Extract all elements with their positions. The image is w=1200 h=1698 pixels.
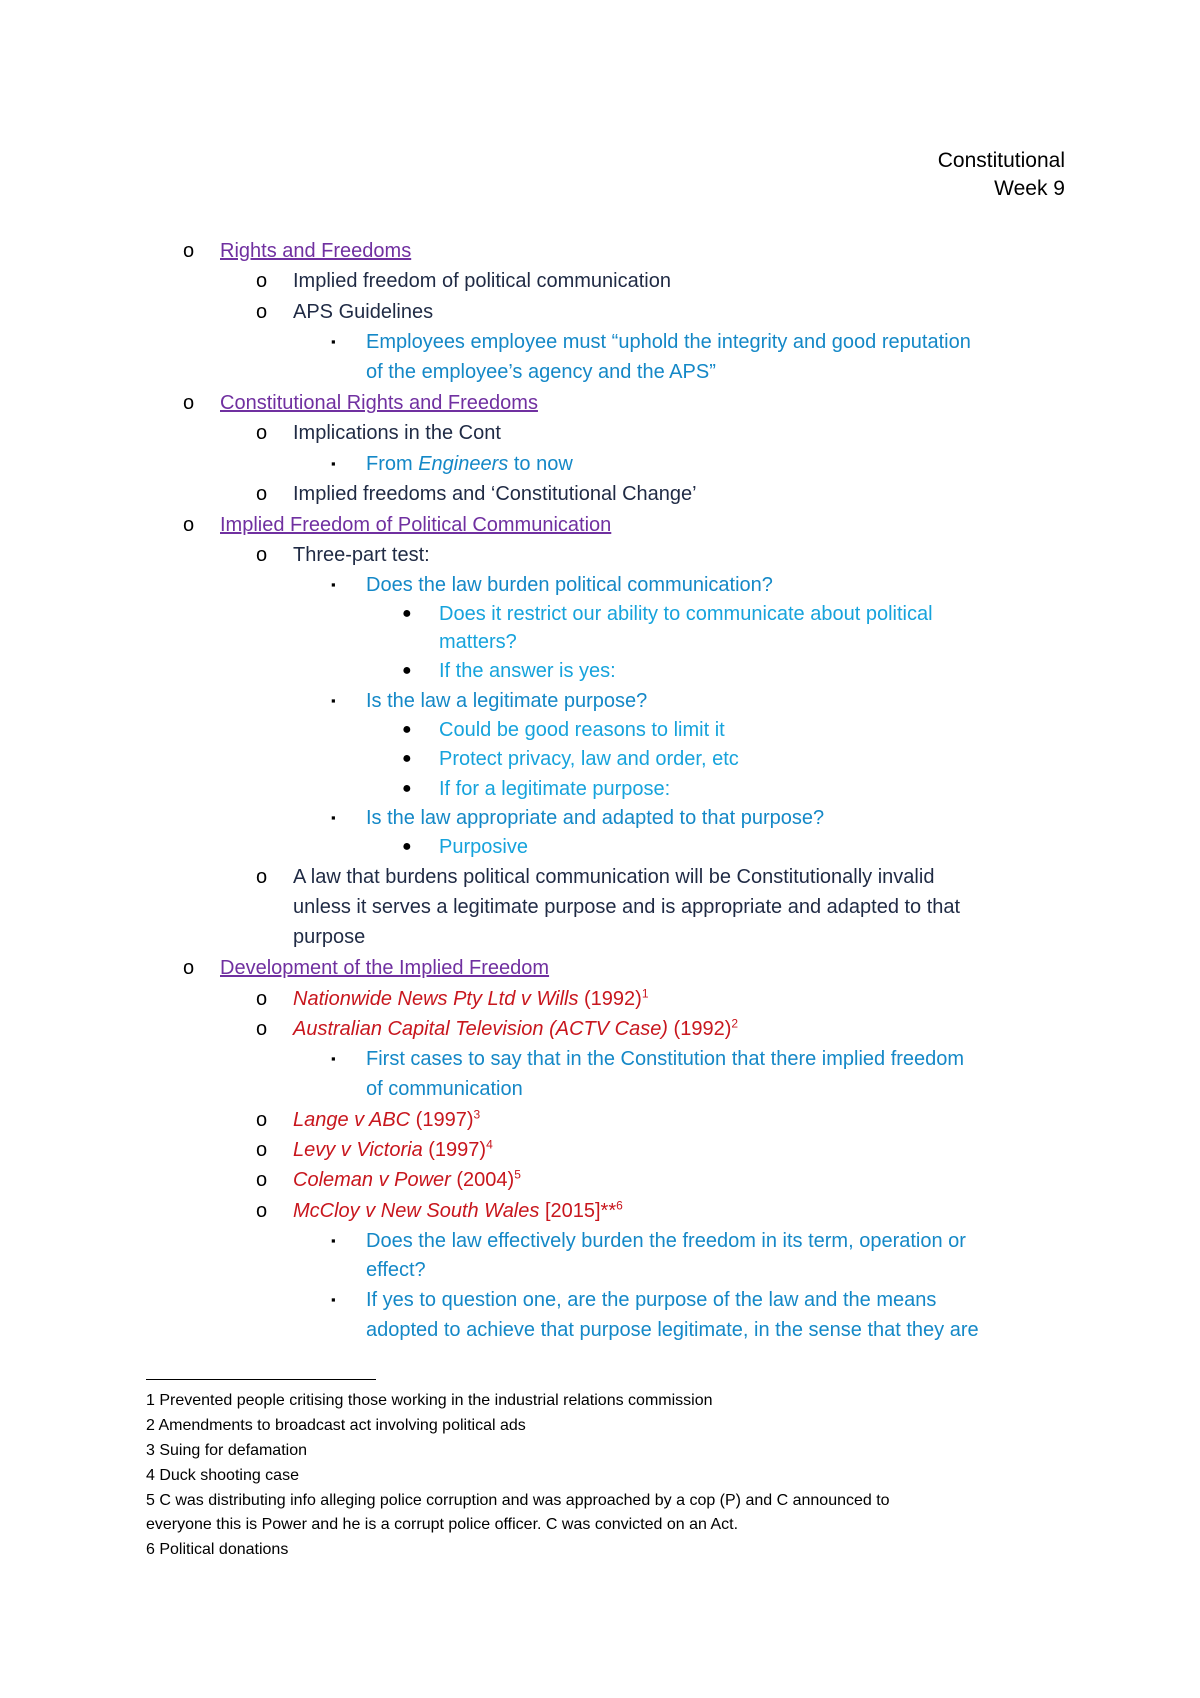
test-question-1: Does the law burden political communication?	[366, 574, 773, 596]
case-entry: Coleman v Power $(2004)^5$	[293, 1167, 521, 1191]
outline-subnote: Could be good reasons to limit it	[439, 719, 725, 741]
bullet-square-icon: ▪	[331, 1051, 336, 1066]
case-note-line: adopted to achieve that purpose legitimate, in the sense that they are	[366, 1319, 979, 1341]
bullet-square-icon: ▪	[331, 456, 336, 471]
footnote-6: 6 Political donations	[146, 1541, 289, 1558]
bullet-square-icon: ▪	[331, 810, 336, 825]
outline-note: From Engineers to now	[366, 453, 573, 475]
bullet-circle-icon: o	[256, 1109, 268, 1131]
case-name: Australian Capital Television (ACTV Case)	[293, 1018, 668, 1040]
bullet-circle-icon: o	[183, 240, 195, 262]
test-question-3: Is the law appropriate and adapted to that purpose?	[366, 807, 825, 829]
bullet-circle-icon: o	[256, 301, 268, 323]
outline-item: Implications in the Cont	[293, 422, 501, 444]
bullet-circle-icon: o	[256, 988, 268, 1010]
bullet-circle-icon: o	[256, 270, 268, 292]
footnote-ref[interactable]: 4	[486, 1137, 493, 1152]
outline-note-line: of the employee’s agency and the APS”	[366, 361, 716, 383]
case-name: Coleman v Power	[293, 1169, 451, 1191]
case-note-line: Does the law effectively burden the freedom in its term, operation or	[366, 1230, 966, 1252]
case-entry: McCloy v New South Wales [2015]**$^6$	[293, 1198, 623, 1222]
bullet-circle-icon: o	[256, 544, 268, 566]
bullet-circle-icon: o	[256, 1018, 268, 1040]
test-question-2: Is the law a legitimate purpose?	[366, 690, 648, 712]
case-entry: Nationwide News Pty Ltd v Wills $(1992)^1$	[293, 986, 649, 1010]
bullet-square-icon: ▪	[331, 1292, 336, 1307]
case-entry: Australian Capital Television (ACTV Case) $(1992)^2$	[293, 1016, 739, 1040]
outline-item-line: unless it serves a legitimate purpose and is appropriate and adapted to that	[293, 896, 961, 918]
bullet-dot-icon: ●	[402, 662, 412, 679]
case-note-line: of communication	[366, 1078, 523, 1100]
footnote-1: 1 Prevented people critising those working in the industrial relations commission	[146, 1392, 713, 1409]
footnote-5-line: 5 C was distributing info alleging police corruption and was approached by a cop (P) and C announced to	[146, 1492, 890, 1509]
footnote-4: 4 Duck shooting case	[146, 1467, 299, 1484]
footnote-ref[interactable]: 2	[731, 1016, 739, 1031]
case-name: McCloy v New South Wales	[293, 1200, 540, 1222]
page-header	[938, 147, 1065, 203]
outline-item: Three-part test:	[293, 544, 430, 566]
case-note-line: effect?	[366, 1259, 426, 1281]
bullet-circle-icon: o	[183, 957, 195, 979]
bullet-circle-icon: o	[256, 1139, 268, 1161]
bullet-circle-icon: o	[256, 483, 268, 505]
bullet-circle-icon: o	[256, 1200, 268, 1222]
case-reference-engineers: Engineers	[418, 453, 509, 475]
case-name: Lange v ABC	[293, 1109, 411, 1131]
section-heading-constitutional-rights: Constitutional Rights and Freedoms	[220, 392, 538, 414]
case-name: Nationwide News Pty Ltd v Wills	[293, 988, 579, 1010]
outline-subnote: If the answer is yes:	[439, 660, 616, 682]
case-entry: Levy v Victoria $(1997)^4$	[293, 1137, 493, 1161]
subject-title: Constitutional	[937, 149, 1065, 172]
bullet-square-icon: ▪	[331, 1233, 336, 1248]
outline-item-line: purpose	[293, 926, 366, 948]
footnote-ref[interactable]: 5	[514, 1167, 521, 1182]
bullet-dot-icon: ●	[402, 838, 412, 855]
bullet-square-icon: ▪	[331, 334, 336, 349]
outline-item: Implied freedoms and ‘Constitutional Change’	[293, 483, 697, 505]
outline-note-line: Employees employee must “uphold the integrity and good reputation	[366, 331, 971, 353]
outline-subnote-line: matters?	[439, 631, 517, 653]
bullet-dot-icon: ●	[402, 605, 412, 622]
bullet-circle-icon: o	[256, 1169, 268, 1191]
bullet-circle-icon: o	[256, 866, 268, 888]
outline-item: Implied freedom of political communication	[293, 270, 671, 292]
week-label: Week 9	[994, 177, 1065, 200]
footnote-ref[interactable]: 1	[641, 986, 649, 1001]
footnote-2: 2 Amendments to broadcast act involving political ads	[146, 1417, 526, 1434]
outline-subnote-line: Does it restrict our ability to communicate about political	[439, 603, 933, 625]
footnote-3: 3 Suing for defamation	[146, 1442, 307, 1459]
footnote-divider	[146, 1379, 376, 1380]
footnote-5-line: everyone this is Power and he is a corrupt police officer. C was convicted on an Act.	[146, 1516, 739, 1533]
bullet-dot-icon: ●	[402, 750, 412, 767]
section-heading-implied-freedom: Implied Freedom of Political Communication	[220, 514, 612, 536]
outline-subnote: Purposive	[439, 836, 528, 858]
footnote-ref[interactable]: 3	[473, 1107, 481, 1122]
case-note-line: If yes to question one, are the purpose of the law and the means	[366, 1289, 937, 1311]
case-note-line: First cases to say that in the Constitution that there implied freedom	[366, 1048, 965, 1070]
bullet-square-icon: ▪	[331, 577, 336, 592]
case-entry: Lange v ABC $(1997)^3$	[293, 1107, 481, 1131]
section-heading-rights-freedoms: Rights and Freedoms	[220, 240, 412, 262]
outline-item: APS Guidelines	[293, 301, 434, 323]
outline-item-line: A law that burdens political communication will be Constitutionally invalid	[293, 866, 935, 888]
case-name: Levy v Victoria	[293, 1139, 423, 1161]
bullet-circle-icon: o	[183, 514, 195, 536]
bullet-dot-icon: ●	[402, 780, 412, 797]
bullet-dot-icon: ●	[402, 721, 412, 738]
outline-subnote: Protect privacy, law and order, etc	[439, 748, 739, 770]
bullet-circle-icon: o	[183, 392, 195, 414]
outline-subnote: If for a legitimate purpose:	[439, 778, 671, 800]
bullet-circle-icon: o	[256, 422, 268, 444]
section-heading-development: Development of the Implied Freedom	[220, 957, 550, 979]
bullet-square-icon: ▪	[331, 693, 336, 708]
footnote-ref[interactable]: 6	[616, 1198, 623, 1213]
